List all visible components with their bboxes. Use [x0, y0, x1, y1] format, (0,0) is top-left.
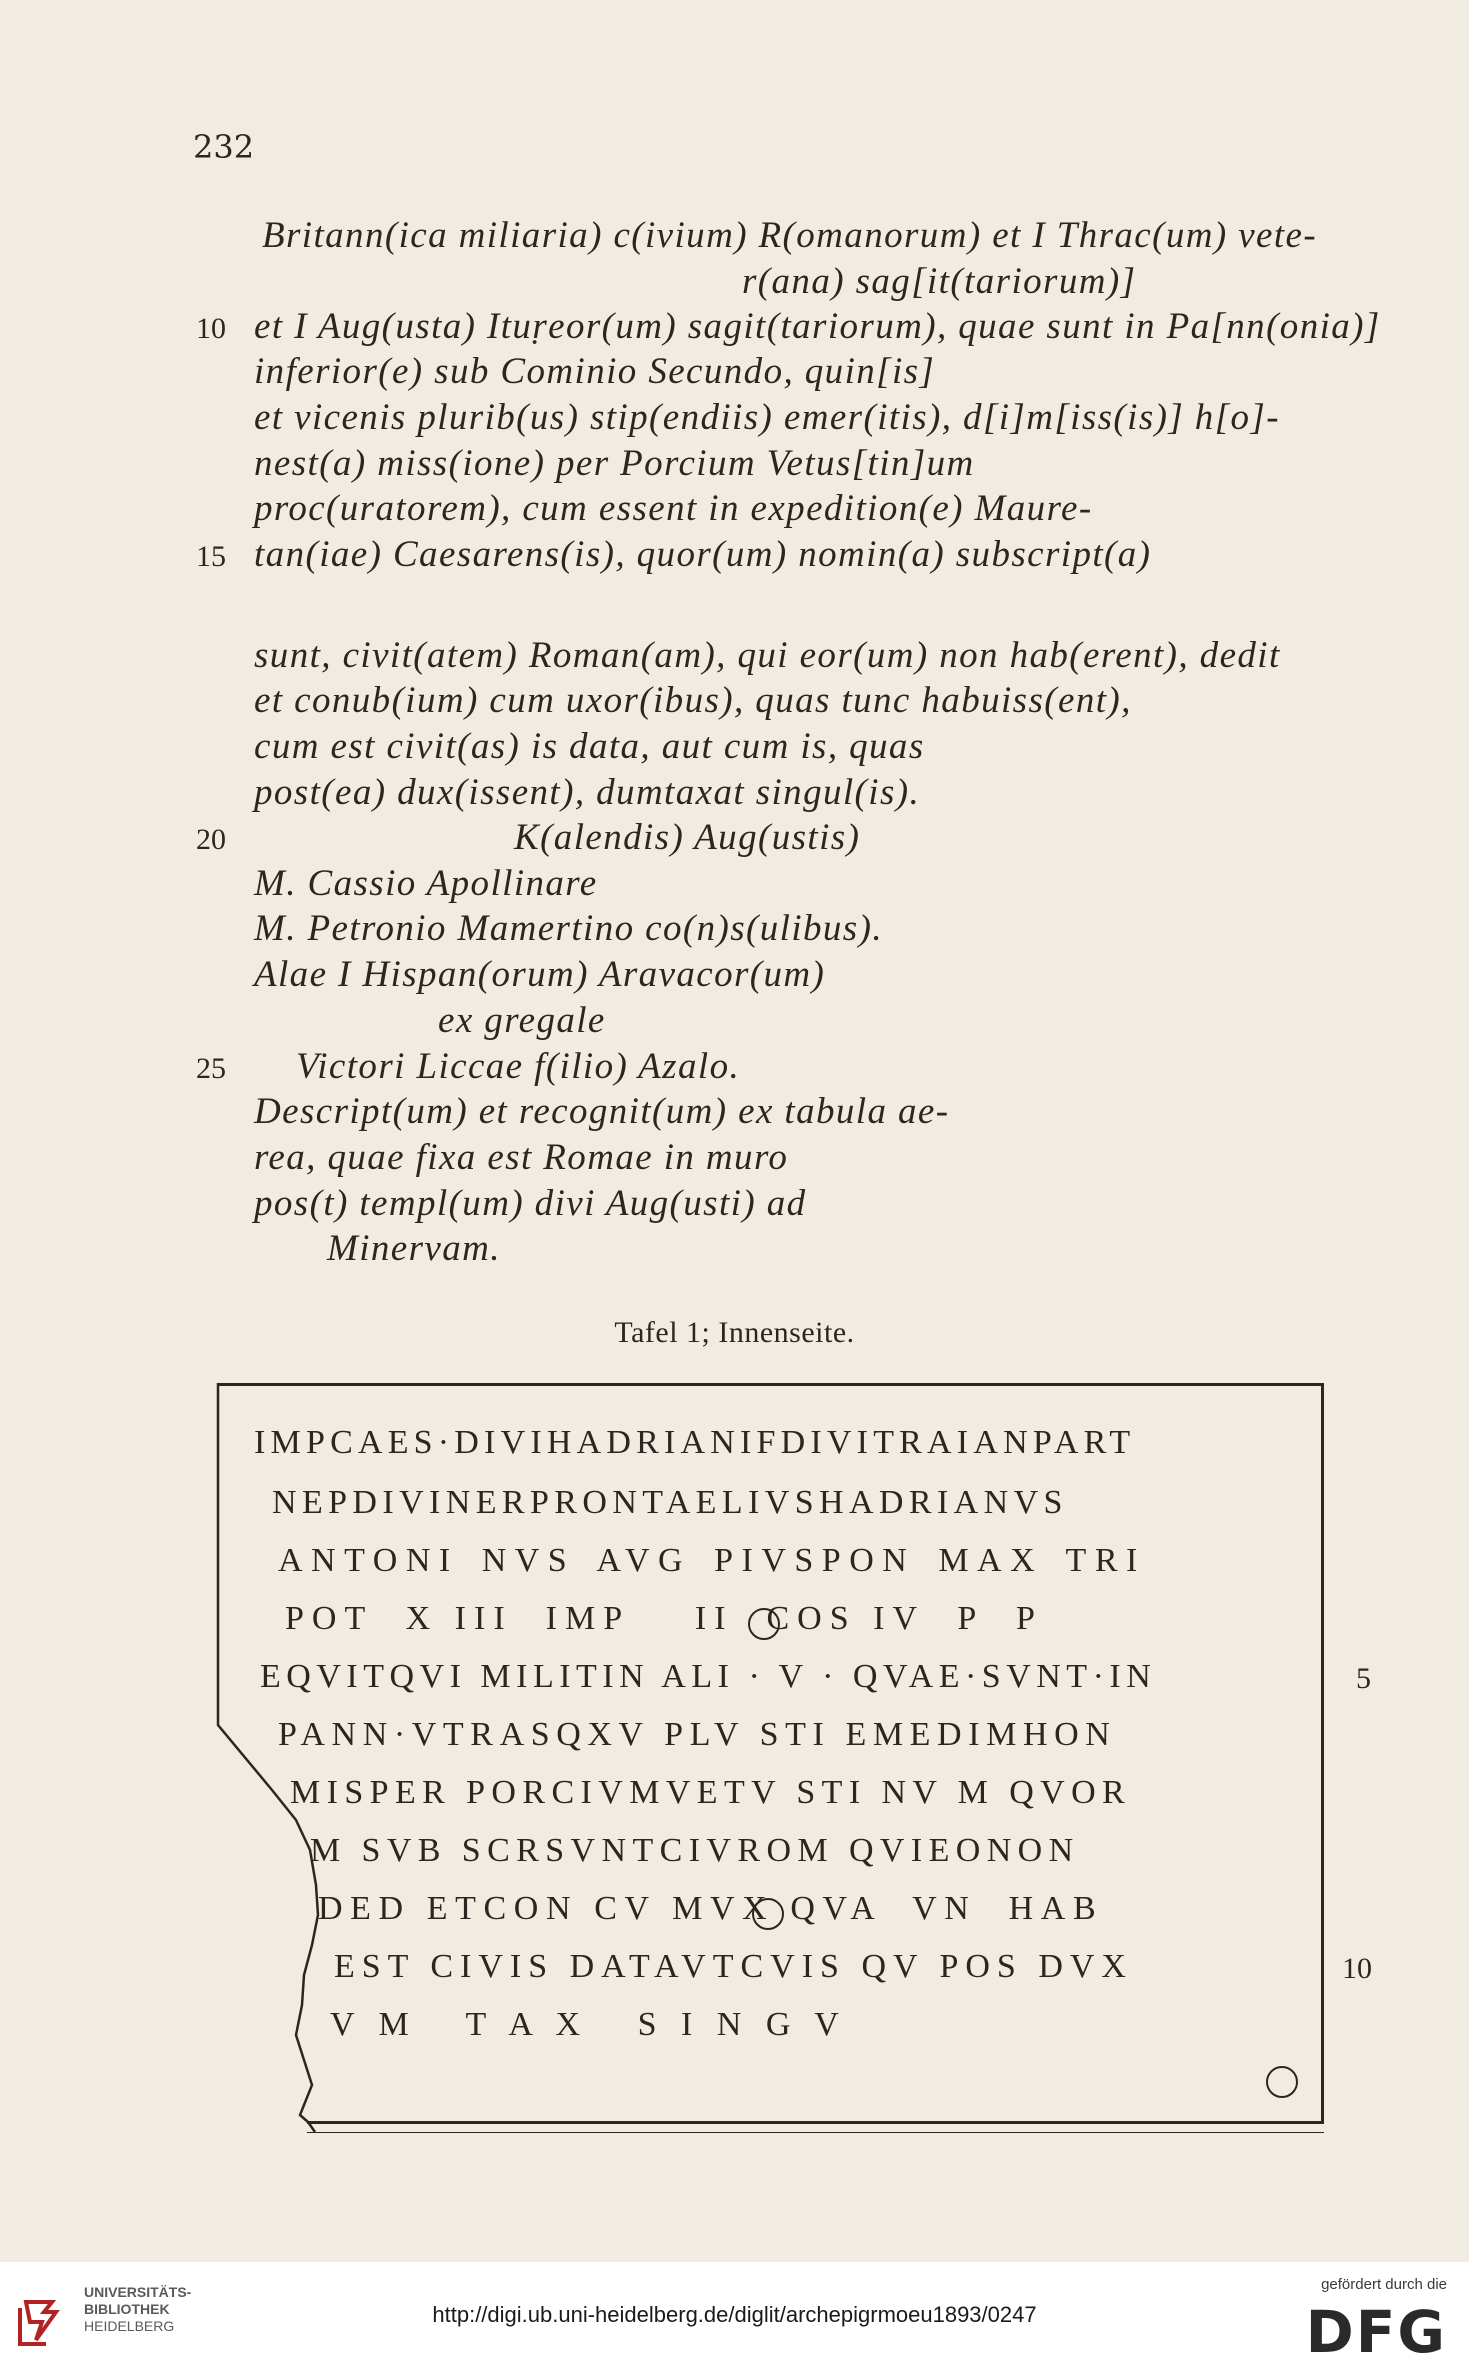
permalink[interactable]: http://digi.ub.uni-heidelberg.de/diglit/archepigrmoeu1893/0247 — [432, 2302, 1037, 2327]
inscription-line: ANTONI NVS AVG PIVSPON MAX TRI — [278, 1542, 1146, 1579]
support-text: gefördert durch die — [1321, 2276, 1447, 2293]
nail-hole — [748, 1608, 780, 1640]
text-line: K(alendis) Aug(ustis) — [514, 817, 861, 858]
line-number: 15 — [196, 540, 226, 573]
inscription-line: POT X III IMP II COS IV P P — [285, 1600, 1043, 1637]
dfg-logo[interactable]: DFG — [1305, 2298, 1447, 2366]
text-line: et I Aug(usta) Ituṛeor(um) sagit(tariorum), quae sunt in Pa[nn(onia)] — [254, 306, 1381, 347]
line-number: 10 — [196, 312, 226, 345]
text-line: et conub(ium) cum uxor(ibus), quas tunc habuiss(ent), — [254, 680, 1132, 721]
line-number: 10 — [1342, 1952, 1372, 1985]
text-line: r(ana) sag[it(tariorum)] — [742, 261, 1137, 302]
text-line: M. Petronio Mamertino co(n)s(ulibus). — [254, 908, 883, 949]
plate-border-bottom-inner — [307, 2132, 1324, 2133]
line-number: 25 — [196, 1052, 226, 1085]
text-line: Alae I Hispan(orum) Aravacor(um) — [254, 954, 826, 995]
library-city: HEIDELBERG — [84, 2318, 175, 2334]
page-number: 232 — [193, 128, 255, 166]
library-name-main: UNIVERSITÄTS- BIBLIOTHEK — [84, 2284, 192, 2317]
line-number: 20 — [196, 823, 226, 856]
text-line: ex gregale — [438, 1000, 606, 1041]
text-line: Victori Liccae f(ilio) Azalo. — [296, 1046, 741, 1087]
text-line: Britann(ica miliaria) c(ivium) R(omanorum) et I Thrac(um) vete- — [262, 215, 1318, 256]
nail-hole — [1266, 2066, 1298, 2098]
text-line: Minervam. — [327, 1228, 501, 1269]
text-line: post(ea) dux(issent), dumtaxat singul(is). — [254, 772, 921, 813]
plate-caption: Tafel 1; Innenseite. — [614, 1316, 855, 1349]
inscription-line: M SVB SCRSVNTCIVROM QVIEONON — [310, 1832, 1080, 1869]
footer-bar — [0, 2262, 1469, 2372]
inscription-line: DED ETCON CV MVX QVA VN HAB — [318, 1890, 1104, 1927]
line-number: 5 — [1356, 1662, 1371, 1695]
text-line: sunt, civit(atem) Roman(am), qui eor(um) non hab(erent), dedit — [254, 635, 1281, 676]
text-line: rea, quae fixa est Romae in muro — [254, 1137, 789, 1178]
inscription-line: NEPDIVINERPRONTAELIVSHADRIANVS — [272, 1484, 1068, 1521]
inscription-line: EQVITQVI MILITIN ALI · V · QVAE·SVNT·IN — [260, 1658, 1157, 1695]
text-line: pos(t) templ(um) divi Aug(usti) ad — [254, 1183, 807, 1224]
inscription-line: EST CIVIS DATAVTCVIS QV POS DVX — [334, 1948, 1133, 1985]
plate-border-right — [1321, 1383, 1324, 2123]
text-line: proc(uratorem), cum essent in expedition(e) Maure- — [254, 488, 1093, 529]
text-line: nest(a) miss(ione) per Porcium Vetus[tin]um — [254, 443, 975, 484]
inscription-line: IMPCAES·DIVIHADRIANIFDIVITRAIANPART — [254, 1424, 1136, 1461]
text-line: tan(iae) Caesarens(is), quor(um) nomin(a) subscript(a) — [254, 534, 1152, 575]
inscription-line: PANN·VTRASQXV PLV STI EMEDIMHON — [278, 1716, 1117, 1753]
plate-border-bottom — [307, 2121, 1324, 2124]
text-line: cum est civit(as) is data, aut cum is, quas — [254, 726, 925, 767]
nail-hole — [752, 1898, 784, 1930]
inscription-line: MISPER PORCIVMVETV STI NV M QVOR — [290, 1774, 1132, 1811]
text-line: M. Cassio Apollinare — [254, 863, 598, 904]
text-line: Descript(um) et recognit(um) ex tabula ae- — [254, 1091, 950, 1132]
text-line: et vicenis plurib(us) stip(endiis) emer(itis), d[i]m[iss(is)] h[o]- — [254, 397, 1280, 438]
plate-border-top — [218, 1383, 1324, 1386]
inscription-line: V M T A X S I N G V — [330, 2006, 847, 2043]
text-line: inferior(e) sub Cominio Secundo, quin[is] — [254, 351, 936, 392]
